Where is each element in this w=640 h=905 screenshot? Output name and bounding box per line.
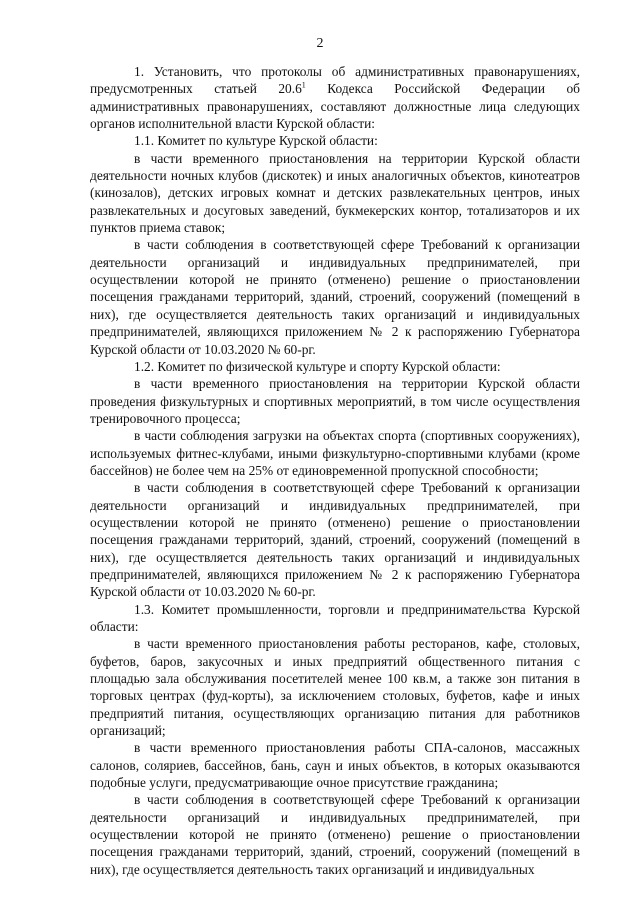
paragraph: в части временного приостановления на территории Курской области проведения физкультурных и спортивных мероприятий, в том числе осуществления тренировочного процесса; (90, 376, 580, 426)
intro-paragraph (90, 63, 580, 132)
paragraph: в части временного приостановления работы СПА-салонов, массажных салонов, соляриев, бассейнов, бань, саун и иных объектов, в которых оказываются подобные услуги, предусматривающие очное присутствие гражданина; (90, 740, 580, 791)
paragraph: в части соблюдения в соответствующей сфере Требований к организации деятельности организаций и индивидуальных предпринимателей, при осуществлении которой не принято (отменено) решение о приостановлении посещения гражданами территорий, зданий, строений, сооружений (помещений в них), где осуществляется деятельность таких организаций и индивидуальных предпринимателей, являющихся приложением № 2 к распоряжению Губернатора Курской области от 10.03.2020 № 60-рг. (90, 480, 580, 600)
paragraph: в части временного приостановления на территории Курской области деятельности ночных клубов (дискотек) и иных аналогичных объектов, кинотеатров (кинозалов), детских игровых комнат и детских развлекательных центров, иных развлекательных и досуговых заведений, букмекерских контор, тотализаторов и их пунктов приема ставок; (90, 150, 580, 236)
section-heading-industry: 1.3. Комитет промышленности, торговли и предпринимательства Курской области: (90, 601, 580, 634)
paragraph: в части временного приостановления работы ресторанов, кафе, столовых, буфетов, баров, закусочных и иных предприятий общественного питания с площадью зала обслуживания посетителей менее 100 кв.м, а также зон питания в торговых центрах (фуд-корты), за исключением столовых, буфетов, кафе и иных предприятий питания, осуществляющих организацию питания для работников организаций; (90, 636, 580, 739)
section-heading-culture: 1.1. Комитет по культуре Курской области: (134, 133, 378, 149)
paragraph: в части соблюдения загрузки на объектах спорта (спортивных сооружениях), используемых фитнес-клубами, иными физкультурно-спортивными клубами (кроме бассейнов) не более чем на 25% от единовременной пропускной способности; (90, 428, 580, 478)
intro-text-continued: Кодекса Российской Федерации об административных правонарушениях, составляют должностные лица следующих органов исполнительной власти Курской области: (90, 81, 580, 132)
page-number: 2 (316, 36, 324, 51)
paragraph: в части соблюдения в соответствующей сфере Требований к организации деятельности организаций и индивидуальных предпринимателей, при осуществлении которой не принято (отменено) решение о приостановлении посещения гражданами территорий, зданий, строений, сооружений (помещений в них), где осуществляется деятельность таких организаций и индивидуальных (90, 792, 580, 877)
article-superscript: 1 (301, 80, 306, 90)
paragraph: в части соблюдения в соответствующей сфере Требований к организации деятельности организаций и индивидуальных предпринимателей, при осуществлении которой не принято (отменено) решение о приостановлении посещения гражданами территорий, зданий, строений, сооружений (помещений в них), где осуществляется деятельность таких организаций и индивидуальных предпринимателей, являющихся приложением № 2 к распоряжению Губернатора Курской области от 10.03.2020 № 60-рг. (90, 237, 580, 357)
intro-text: 1. Установить, что протоколы об административных правонарушениях, предусмотренных статьей 20.6 (90, 64, 580, 97)
section-heading-sport: 1.2. Комитет по физической культуре и спорту Курской области: (134, 358, 501, 374)
document-body (90, 63, 580, 878)
